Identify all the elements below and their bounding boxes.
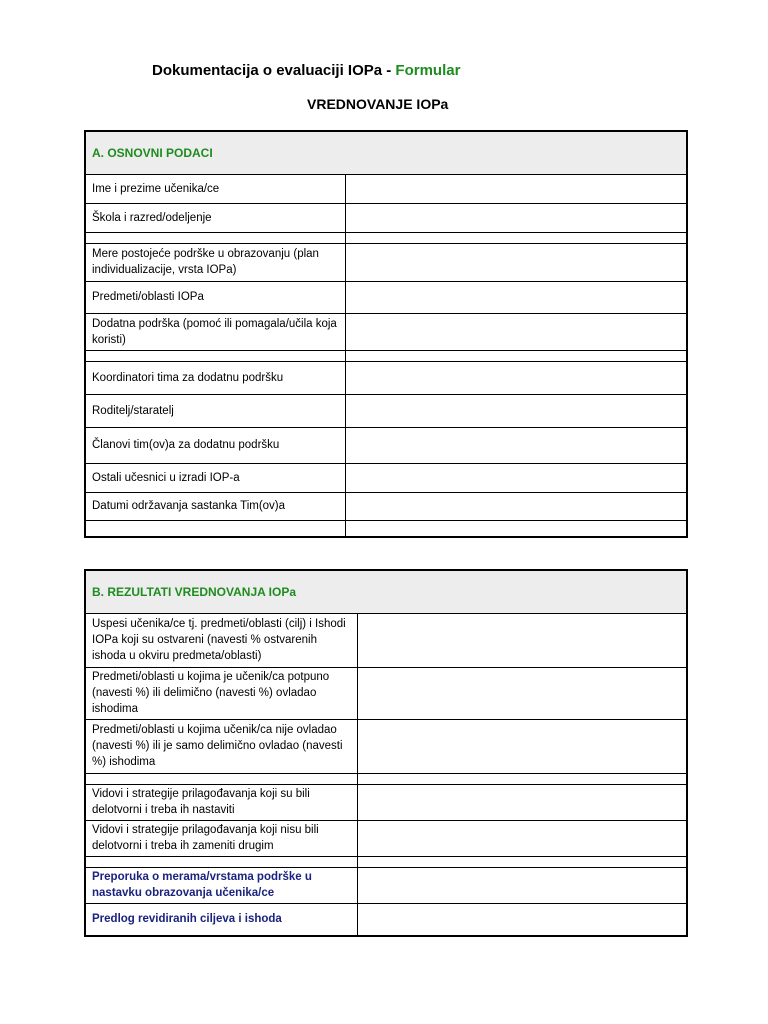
- field-parent-guardian[interactable]: [345, 394, 687, 427]
- spacer-cell: [85, 773, 357, 784]
- document-title: [152, 62, 460, 79]
- blank-cell: [85, 520, 345, 537]
- field-student-achievements[interactable]: [357, 613, 687, 667]
- row-label-existing-support: Mere postojeće podrške u obrazovanju (plan individualizacije, vrsta IOPa): [85, 243, 345, 281]
- field-mastered-subjects[interactable]: [357, 667, 687, 719]
- row-label-mastered-subjects: Predmeti/oblasti u kojima je učenik/ca potpuno (navesti %) ili delimično (navesti %) ovladao ishodima: [85, 667, 357, 719]
- row-label-iop-subjects: Predmeti/oblasti IOPa: [85, 281, 345, 313]
- spacer-cell: [357, 773, 687, 784]
- field-meeting-dates[interactable]: [345, 492, 687, 520]
- evaluation-results-table: [84, 569, 688, 937]
- spacer-cell: [85, 856, 357, 867]
- row-label-additional-support: Dodatna podrška (pomoć ili pomagala/učila koja koristi): [85, 313, 345, 350]
- title-prefix: Dokumentacija o evaluaciji IOPa -: [152, 62, 396, 79]
- field-other-participants[interactable]: [345, 463, 687, 492]
- row-label-effective-strategies: Vidovi i strategije prilagođavanja koji su bili delotvorni i treba ih nastaviti: [85, 784, 357, 820]
- field-support-recommendation[interactable]: [357, 867, 687, 903]
- basic-info-table: [84, 130, 688, 538]
- row-label-team-members: Članovi tim(ov)a za dodatnu podršku: [85, 427, 345, 463]
- spacer-cell: [357, 856, 687, 867]
- row-label-school-class: Škola i razred/odeljenje: [85, 203, 345, 232]
- spacer-cell: [345, 350, 687, 361]
- row-label-team-coordinators: Koordinatori tima za dodatnu podršku: [85, 361, 345, 394]
- row-label-student-achievements: Uspesi učenika/ce tj. predmeti/oblasti (cilj) i Ishodi IOPa koji su ostvareni (navesti % ostvarenih ishoda u okviru predmeta/oblasti): [85, 613, 357, 667]
- field-iop-subjects[interactable]: [345, 281, 687, 313]
- document-subtitle: VREDNOVANJE IOPa: [307, 96, 449, 112]
- row-label-meeting-dates: Datumi održavanja sastanka Tim(ov)a: [85, 492, 345, 520]
- field-effective-strategies[interactable]: [357, 784, 687, 820]
- row-label-ineffective-strategies: Vidovi i strategije prilagođavanja koji nisu bili delotvorni i treba ih zameniti drugim: [85, 820, 357, 856]
- field-school-class[interactable]: [345, 203, 687, 232]
- field-revised-goals[interactable]: [357, 903, 687, 936]
- field-student-name[interactable]: [345, 174, 687, 203]
- section-a-heading: A. OSNOVNI PODACI: [85, 131, 687, 174]
- spacer-cell: [85, 232, 345, 243]
- field-team-members[interactable]: [345, 427, 687, 463]
- spacer-cell: [85, 350, 345, 361]
- section-b-heading: B. REZULTATI VREDNOVANJA IOPa: [85, 570, 687, 613]
- field-not-mastered-subjects[interactable]: [357, 719, 687, 773]
- row-label-not-mastered-subjects: Predmeti/oblasti u kojima učenik/ca nije ovladao (navesti %) ili je samo delimično ovladao (navesti %) ishodima: [85, 719, 357, 773]
- row-label-other-participants: Ostali učesnici u izradi IOP-a: [85, 463, 345, 492]
- row-label-parent-guardian: Roditelj/staratelj: [85, 394, 345, 427]
- title-formular: Formular: [395, 62, 461, 79]
- field-additional-support[interactable]: [345, 313, 687, 350]
- field-existing-support[interactable]: [345, 243, 687, 281]
- spacer-cell: [345, 232, 687, 243]
- row-label-revised-goals: Predlog revidiranih ciljeva i ishoda: [85, 903, 357, 936]
- row-label-student-name: Ime i prezime učenika/ce: [85, 174, 345, 203]
- field-team-coordinators[interactable]: [345, 361, 687, 394]
- row-label-support-recommendation: Preporuka o merama/vrstama podrške u nastavku obrazovanja učenika/ce: [85, 867, 357, 903]
- field-ineffective-strategies[interactable]: [357, 820, 687, 856]
- blank-cell: [345, 520, 687, 537]
